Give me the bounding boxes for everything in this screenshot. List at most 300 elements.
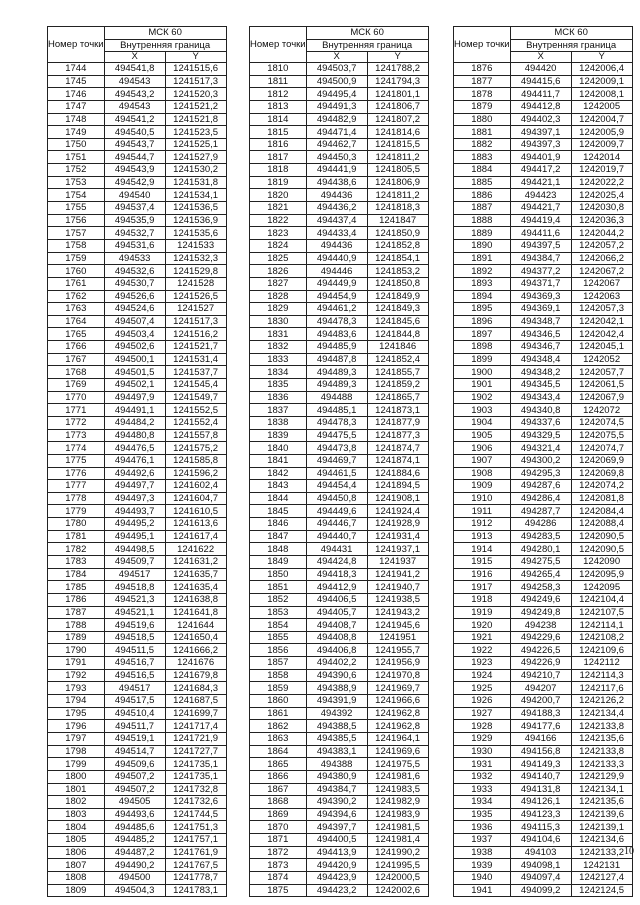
x-cell: 494503,4 (104, 328, 165, 341)
y-cell: 1241815,5 (367, 138, 428, 151)
table-row (454, 745, 633, 758)
point-number-cell: 1910 (454, 492, 511, 505)
x-cell: 494321,4 (510, 442, 571, 455)
y-cell: 1242074,7 (571, 442, 632, 455)
y-cell: 1241687,5 (165, 695, 226, 708)
x-cell: 494535,9 (104, 214, 165, 227)
table-row (250, 303, 429, 316)
point-number-cell: 1884 (454, 164, 511, 177)
point-number-cell: 1795 (48, 707, 105, 720)
table-row (48, 581, 227, 594)
x-cell: 494493,7 (104, 505, 165, 518)
x-header: X (306, 52, 367, 63)
x-cell: 494384,7 (306, 783, 367, 796)
x-cell: 494531,6 (104, 239, 165, 252)
point-number-cell: 1744 (48, 63, 105, 76)
x-header: X (104, 52, 165, 63)
x-cell: 494436,2 (306, 202, 367, 215)
point-number-cell: 1820 (250, 189, 307, 202)
y-cell: 1241969,6 (367, 745, 428, 758)
y-cell: 1241735,1 (165, 770, 226, 783)
table-row (48, 568, 227, 581)
y-cell: 1242112 (571, 657, 632, 670)
point-number-cell: 1868 (250, 796, 307, 809)
y-cell: 1242069,8 (571, 467, 632, 480)
point-number-cell: 1770 (48, 391, 105, 404)
y-cell: 1242084,4 (571, 505, 632, 518)
x-cell: 494521,1 (104, 606, 165, 619)
y-cell: 1242004,7 (571, 113, 632, 126)
table-row (250, 745, 429, 758)
x-cell: 494509,7 (104, 555, 165, 568)
point-number-cell: 1750 (48, 138, 105, 151)
coordinate-system-header: МСК 60 (510, 27, 632, 40)
page-number: 10 (624, 846, 634, 857)
coordinates-table-2 (249, 26, 429, 897)
x-cell: 494388 (306, 758, 367, 771)
point-number-cell: 1860 (250, 695, 307, 708)
y-cell: 1241943,2 (367, 606, 428, 619)
table-row (250, 581, 429, 594)
y-cell: 1241940,7 (367, 581, 428, 594)
y-cell: 1241801,1 (367, 88, 428, 101)
y-cell: 1242057,3 (571, 303, 632, 316)
point-number-cell: 1855 (250, 631, 307, 644)
x-cell: 494543,7 (104, 138, 165, 151)
table-row (48, 353, 227, 366)
point-number-cell: 1821 (250, 202, 307, 215)
point-number-cell: 1920 (454, 619, 511, 632)
point-number-cell: 1833 (250, 353, 307, 366)
point-number-cell: 1851 (250, 581, 307, 594)
x-cell: 494377,2 (510, 265, 571, 278)
point-number-cell: 1747 (48, 100, 105, 113)
x-cell: 494533 (104, 252, 165, 265)
table-row (48, 808, 227, 821)
y-cell: 1242008,1 (571, 88, 632, 101)
point-number-header: Номер точки (454, 27, 511, 63)
y-cell: 1242133,3 (571, 758, 632, 771)
point-number-cell: 1886 (454, 189, 511, 202)
point-number-cell: 1810 (250, 63, 307, 76)
x-cell: 494412,8 (510, 100, 571, 113)
point-number-cell: 1776 (48, 467, 105, 480)
table-row (250, 63, 429, 76)
table-row (454, 290, 633, 303)
x-cell: 494501,5 (104, 366, 165, 379)
x-cell: 494454,4 (306, 480, 367, 493)
point-number-cell: 1786 (48, 593, 105, 606)
table-row (250, 88, 429, 101)
y-cell: 1242005,9 (571, 126, 632, 139)
x-cell: 494287,7 (510, 505, 571, 518)
y-cell: 1241938,5 (367, 593, 428, 606)
point-number-cell: 1759 (48, 252, 105, 265)
point-number-cell: 1906 (454, 442, 511, 455)
x-cell: 494517 (104, 568, 165, 581)
point-number-cell: 1850 (250, 568, 307, 581)
point-number-cell: 1824 (250, 239, 307, 252)
table-row (48, 770, 227, 783)
point-number-cell: 1931 (454, 758, 511, 771)
table-row (454, 758, 633, 771)
y-cell: 1242126,2 (571, 695, 632, 708)
x-cell: 494401,9 (510, 151, 571, 164)
x-cell: 494478,3 (306, 315, 367, 328)
y-cell: 1242067 (571, 277, 632, 290)
table-row (250, 151, 429, 164)
x-cell: 494348,4 (510, 353, 571, 366)
x-cell: 494423,2 (306, 884, 367, 897)
y-cell: 1242069,9 (571, 454, 632, 467)
table-row (454, 593, 633, 606)
table-row (454, 176, 633, 189)
x-cell: 494495,2 (104, 518, 165, 531)
y-cell: 1241852,4 (367, 353, 428, 366)
table-row (454, 126, 633, 139)
point-number-cell: 1859 (250, 682, 307, 695)
x-cell: 494446,7 (306, 518, 367, 531)
point-number-cell: 1753 (48, 176, 105, 189)
x-cell: 494462,7 (306, 138, 367, 151)
y-cell: 1241951 (367, 631, 428, 644)
table-row (454, 821, 633, 834)
x-cell: 494103 (510, 846, 571, 859)
point-number-cell: 1880 (454, 113, 511, 126)
point-number-cell: 1782 (48, 543, 105, 556)
y-cell: 1241877,3 (367, 429, 428, 442)
y-cell: 1241602,4 (165, 480, 226, 493)
y-cell: 1241818,3 (367, 202, 428, 215)
point-number-cell: 1834 (250, 366, 307, 379)
point-number-cell: 1815 (250, 126, 307, 139)
x-cell: 494258,3 (510, 581, 571, 594)
y-cell: 1241679,8 (165, 669, 226, 682)
y-cell: 1241744,5 (165, 808, 226, 821)
x-cell: 494500 (104, 872, 165, 885)
table-row (454, 214, 633, 227)
y-cell: 1241981,4 (367, 834, 428, 847)
point-number-cell: 1929 (454, 732, 511, 745)
y-cell: 1242081,8 (571, 492, 632, 505)
coordinate-system-header: МСК 60 (306, 27, 428, 40)
point-number-cell: 1911 (454, 505, 511, 518)
point-number-cell: 1866 (250, 770, 307, 783)
x-cell: 494391,9 (306, 695, 367, 708)
table-row (48, 277, 227, 290)
table-row (454, 379, 633, 392)
x-cell: 494483,6 (306, 328, 367, 341)
y-cell: 1241884,6 (367, 467, 428, 480)
table-row (250, 720, 429, 733)
point-number-cell: 1925 (454, 682, 511, 695)
x-cell: 494436 (306, 239, 367, 252)
y-cell: 1241610,5 (165, 505, 226, 518)
y-cell: 1242107,5 (571, 606, 632, 619)
y-cell: 1242135,6 (571, 732, 632, 745)
y-cell: 1241966,6 (367, 695, 428, 708)
x-cell: 494419,4 (510, 214, 571, 227)
y-cell: 1242072 (571, 404, 632, 417)
x-cell: 494229,6 (510, 631, 571, 644)
point-number-cell: 1909 (454, 480, 511, 493)
y-cell: 1241727,7 (165, 745, 226, 758)
point-number-cell: 1937 (454, 834, 511, 847)
point-number-cell: 1854 (250, 619, 307, 632)
table-row (48, 126, 227, 139)
x-cell: 494280,1 (510, 543, 571, 556)
table-row (48, 328, 227, 341)
x-cell: 494295,3 (510, 467, 571, 480)
point-number-cell: 1799 (48, 758, 105, 771)
y-cell: 1242075,5 (571, 429, 632, 442)
y-cell: 1241676 (165, 657, 226, 670)
x-cell: 494405,7 (306, 606, 367, 619)
table-row (250, 593, 429, 606)
x-cell: 494411,6 (510, 227, 571, 240)
table-row (454, 315, 633, 328)
point-number-cell: 1913 (454, 530, 511, 543)
point-number-cell: 1807 (48, 859, 105, 872)
table-row (48, 100, 227, 113)
x-header: X (510, 52, 571, 63)
point-number-cell: 1844 (250, 492, 307, 505)
x-cell: 494491,1 (104, 404, 165, 417)
y-cell: 1242061,5 (571, 379, 632, 392)
table-row (48, 239, 227, 252)
table-row (250, 834, 429, 847)
table-row (250, 796, 429, 809)
table-row (454, 113, 633, 126)
x-cell: 494516,7 (104, 657, 165, 670)
table-row (250, 505, 429, 518)
y-cell: 1241536,9 (165, 214, 226, 227)
x-cell: 494099,2 (510, 884, 571, 897)
table-row (250, 277, 429, 290)
x-cell: 494524,6 (104, 303, 165, 316)
x-cell: 494346,7 (510, 341, 571, 354)
point-number-cell: 1769 (48, 379, 105, 392)
point-number-cell: 1853 (250, 606, 307, 619)
x-cell: 494497,9 (104, 391, 165, 404)
y-cell: 1242067,2 (571, 265, 632, 278)
x-cell: 494517,5 (104, 695, 165, 708)
table-row (250, 631, 429, 644)
point-number-cell: 1756 (48, 214, 105, 227)
table-row (250, 252, 429, 265)
y-cell: 1241807,2 (367, 113, 428, 126)
table-row (48, 518, 227, 531)
table-row (250, 214, 429, 227)
x-cell: 494397,7 (306, 821, 367, 834)
point-number-cell: 1891 (454, 252, 511, 265)
y-cell: 1241521,2 (165, 100, 226, 113)
table-row (454, 353, 633, 366)
table-row (454, 682, 633, 695)
y-cell: 1241970,8 (367, 669, 428, 682)
table-row (48, 732, 227, 745)
table-row (48, 75, 227, 88)
x-cell: 494540 (104, 189, 165, 202)
table-row (48, 202, 227, 215)
table-row (454, 505, 633, 518)
point-number-cell: 1754 (48, 189, 105, 202)
y-cell: 1242052 (571, 353, 632, 366)
y-cell: 1241575,2 (165, 442, 226, 455)
x-cell: 494519,1 (104, 732, 165, 745)
table-row (250, 543, 429, 556)
x-cell: 494542,9 (104, 176, 165, 189)
point-number-cell: 1801 (48, 783, 105, 796)
y-cell: 1241805,5 (367, 164, 428, 177)
x-cell: 494406,8 (306, 644, 367, 657)
point-number-cell: 1822 (250, 214, 307, 227)
y-header: Y (571, 52, 632, 63)
x-cell: 494249,6 (510, 593, 571, 606)
x-cell: 494226,9 (510, 657, 571, 670)
x-cell: 494519,6 (104, 619, 165, 632)
coordinate-system-header: МСК 60 (104, 27, 226, 40)
point-number-cell: 1831 (250, 328, 307, 341)
point-number-cell: 1862 (250, 720, 307, 733)
x-cell: 494495,1 (104, 530, 165, 543)
y-cell: 1241873,1 (367, 404, 428, 417)
table-row (48, 442, 227, 455)
x-cell: 494509,6 (104, 758, 165, 771)
table-row (454, 606, 633, 619)
point-number-cell: 1804 (48, 821, 105, 834)
table-row (454, 164, 633, 177)
table-row (250, 555, 429, 568)
x-cell: 494446 (306, 265, 367, 278)
y-cell: 1241850,8 (367, 277, 428, 290)
x-cell: 494384,7 (510, 252, 571, 265)
y-cell: 1241699,7 (165, 707, 226, 720)
y-cell: 1242057,7 (571, 366, 632, 379)
y-cell: 1241850,9 (367, 227, 428, 240)
table-row (250, 707, 429, 720)
table-row (454, 227, 633, 240)
y-cell: 1241523,5 (165, 126, 226, 139)
point-number-cell: 1808 (48, 872, 105, 885)
point-number-cell: 1785 (48, 581, 105, 594)
y-cell: 1241981,5 (367, 821, 428, 834)
table-row (48, 657, 227, 670)
x-cell: 494104,6 (510, 834, 571, 847)
y-cell: 1241545,4 (165, 379, 226, 392)
y-cell: 1241617,4 (165, 530, 226, 543)
x-cell: 494421,7 (510, 202, 571, 215)
table-row (48, 63, 227, 76)
y-cell: 1241717,4 (165, 720, 226, 733)
table-row (48, 707, 227, 720)
y-cell: 1241526,5 (165, 290, 226, 303)
point-number-cell: 1873 (250, 859, 307, 872)
x-cell: 494485,9 (306, 341, 367, 354)
point-number-cell: 1941 (454, 884, 511, 897)
point-number-cell: 1823 (250, 227, 307, 240)
point-number-cell: 1787 (48, 606, 105, 619)
table-row (454, 631, 633, 644)
point-number-cell: 1840 (250, 442, 307, 455)
y-cell: 1241874,7 (367, 442, 428, 455)
x-cell: 494511,7 (104, 720, 165, 733)
point-number-cell: 1826 (250, 265, 307, 278)
point-number-cell: 1893 (454, 277, 511, 290)
y-cell: 1241962,8 (367, 707, 428, 720)
y-cell: 1241865,7 (367, 391, 428, 404)
table-row (250, 821, 429, 834)
x-cell: 494507,2 (104, 770, 165, 783)
table-row (250, 239, 429, 252)
table-row (250, 113, 429, 126)
table-row (250, 606, 429, 619)
point-number-cell: 1914 (454, 543, 511, 556)
x-cell: 494402,2 (306, 657, 367, 670)
y-cell: 1241557,8 (165, 429, 226, 442)
y-cell: 1241814,6 (367, 126, 428, 139)
y-cell: 1242134,1 (571, 783, 632, 796)
x-cell: 494514,7 (104, 745, 165, 758)
table-row (250, 391, 429, 404)
y-cell: 1241845,6 (367, 315, 428, 328)
y-cell: 1241854,1 (367, 252, 428, 265)
table-row (454, 492, 633, 505)
table-row (48, 758, 227, 771)
x-cell: 494487,2 (104, 846, 165, 859)
x-cell: 494530,7 (104, 277, 165, 290)
table-row (454, 518, 633, 531)
y-cell: 1241520,3 (165, 88, 226, 101)
x-cell: 494343,4 (510, 391, 571, 404)
y-cell: 1242133,8 (571, 745, 632, 758)
y-cell: 1242095,9 (571, 568, 632, 581)
table-row (454, 366, 633, 379)
point-number-cell: 1877 (454, 75, 511, 88)
y-cell: 1242067,9 (571, 391, 632, 404)
point-number-cell: 1749 (48, 126, 105, 139)
point-number-cell: 1842 (250, 467, 307, 480)
point-number-cell: 1783 (48, 555, 105, 568)
y-cell: 1241937 (367, 555, 428, 568)
point-number-cell: 1939 (454, 859, 511, 872)
table-row (48, 631, 227, 644)
point-number-cell: 1861 (250, 707, 307, 720)
y-cell: 1241928,9 (367, 518, 428, 531)
y-cell: 1242139,1 (571, 821, 632, 834)
table-row (48, 619, 227, 632)
table-row (250, 265, 429, 278)
y-cell: 1241975,5 (367, 758, 428, 771)
x-cell: 494521,3 (104, 593, 165, 606)
point-number-cell: 1797 (48, 732, 105, 745)
boundary-header: Внутренняя граница (510, 40, 632, 52)
x-cell: 494502,1 (104, 379, 165, 392)
table-row (48, 227, 227, 240)
table-row (48, 593, 227, 606)
x-cell: 494517 (104, 682, 165, 695)
y-cell: 1241849,9 (367, 290, 428, 303)
y-cell: 1241995,5 (367, 859, 428, 872)
point-number-cell: 1879 (454, 100, 511, 113)
table-row (250, 202, 429, 215)
point-number-cell: 1764 (48, 315, 105, 328)
table-row (48, 454, 227, 467)
y-cell: 1241684,3 (165, 682, 226, 695)
x-cell: 494418,3 (306, 568, 367, 581)
x-cell: 494210,7 (510, 669, 571, 682)
point-number-cell: 1926 (454, 695, 511, 708)
